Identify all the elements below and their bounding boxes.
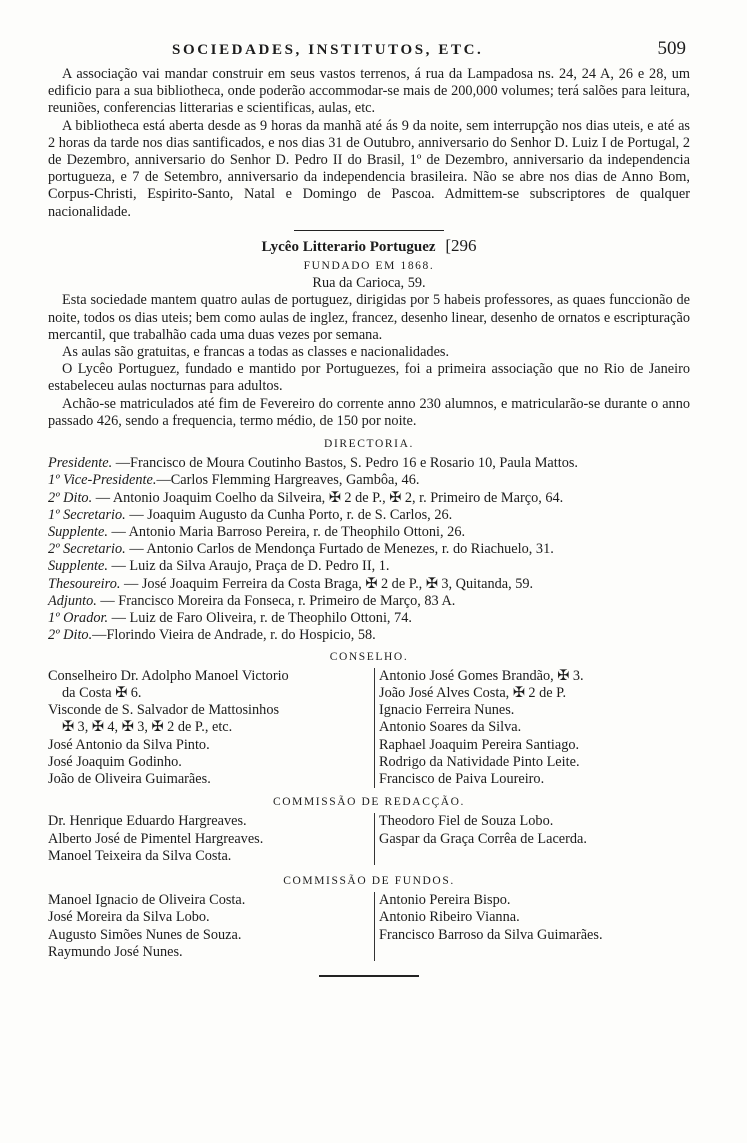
redaccao-left-column <box>48 813 374 865</box>
fundos-heading: COMMISSÃO DE FUNDOS. <box>283 874 455 887</box>
redaccao-right-column <box>374 813 690 865</box>
member-details: — Antonio Joaquim Coelho da Silveira, ✠ 2 de P., ✠ 2, r. Primeiro de Março, 64. <box>92 489 564 506</box>
list-item: Conselheiro Dr. Adolpho Manoel Victorio <box>48 667 289 684</box>
list-item: Rodrigo da Natividade Pinto Leite. <box>379 753 580 770</box>
list-item: José Antonio da Silva Pinto. <box>48 736 210 753</box>
member-details: —Francisco de Moura Coutinho Bastos, S. Pedro 16 e Rosario 10, Paula Mattos. <box>112 455 578 472</box>
founded-line: FUNDADO EM 1868. <box>303 260 435 273</box>
member-role: Thesoureiro. <box>48 575 121 592</box>
member-role: 1º Orador. <box>48 610 109 627</box>
directoria-member <box>48 558 690 575</box>
list-item: Francisco de Paiva Loureiro. <box>379 770 545 787</box>
redaccao-columns <box>48 813 690 865</box>
end-rule <box>319 975 419 977</box>
list-item: Raphael Joaquim Pereira Santiago. <box>379 736 580 753</box>
member-details: — José Joaquim Ferreira da Costa Braga, ✠ 2 de P., ✠ 3, Quitanda, 59. <box>120 575 534 592</box>
list-item: Manoel Ignacio de Oliveira Costa. <box>48 892 246 909</box>
member-role: Supplente. <box>48 524 108 541</box>
list-item: Dr. Henrique Eduardo Hargreaves. <box>48 813 247 830</box>
directoria-member <box>48 524 690 541</box>
list-item: Antonio Pereira Bispo. <box>379 892 511 909</box>
directoria-member <box>48 490 690 507</box>
list-item: Augusto Simões Nunes de Souza. <box>48 926 242 943</box>
conselho-right-column <box>374 668 690 788</box>
directoria-heading: DIRECTORIA. <box>324 438 414 451</box>
list-item: ✠ 3, ✠ 4, ✠ 3, ✠ 2 de P., etc. <box>62 719 233 736</box>
list-item: Alberto José de Pimentel Hargreaves. <box>48 830 264 847</box>
conselho-heading: CONSELHO. <box>329 650 409 663</box>
page-header <box>48 38 690 66</box>
directoria-member <box>48 576 690 593</box>
member-details: —Carlos Flemming Hargreaves, Gambôa, 46. <box>156 472 420 489</box>
member-role: 1º Vice-Presidente. <box>48 472 157 489</box>
section-name: Lycêo Litterario Portuguez <box>261 238 436 255</box>
list-item: Theodoro Fiel de Souza Lobo. <box>379 813 554 830</box>
directoria-list <box>48 455 690 644</box>
list-item: Francisco Barroso da Silva Guimarães. <box>379 926 603 943</box>
directoria-member <box>48 455 690 472</box>
member-role: 2º Dito. <box>48 489 93 506</box>
conselho-left-column <box>48 668 374 788</box>
running-title: SOCIEDADES, INSTITUTOS, ETC. <box>172 42 484 58</box>
list-item: José Moreira da Silva Lobo. <box>48 909 210 926</box>
document-page <box>48 38 690 977</box>
list-item: Raymundo José Nunes. <box>48 943 183 960</box>
address-line: Rua da Carioca, 59. <box>312 275 426 292</box>
member-role: Adjunto. <box>48 592 97 609</box>
member-role: 2º Secretario. <box>48 541 126 558</box>
list-item: Gaspar da Graça Corrêa de Lacerda. <box>379 830 587 847</box>
section-title <box>48 237 690 256</box>
section-divider <box>294 230 444 231</box>
intro-paragraph: A associação vai mandar construir em seus vastos terrenos, á rua da Lampadosa ns. 24, 24 A, 26 e 28, um edificio para a sua bibliotheca, onde poderão accommodar-se mais de 200,000 volumes; terá salões para leitura, reuniões, conferencias litterarias e scientificas, aulas, etc. <box>48 66 690 117</box>
list-item: Visconde de S. Salvador de Mattosinhos <box>48 702 280 719</box>
fundos-columns <box>48 892 690 961</box>
page-number: 509 <box>657 38 686 59</box>
list-item: José Joaquim Godinho. <box>48 753 182 770</box>
conselho-columns <box>48 668 690 788</box>
section-paragraph: Achão-se matriculados até fim de Fevereiro do corrente anno 230 alumnos, e matricularão-se durante o anno passado 426, sendo a frequencia, termo médio, de 150 por noite. <box>48 395 690 429</box>
list-item: Ignacio Ferreira Nunes. <box>379 702 515 719</box>
section-paragraph: As aulas são gratuitas, e francas a todas as classes e nacionalidades. <box>62 344 450 361</box>
list-item: Antonio Soares da Silva. <box>379 719 522 736</box>
member-role: 1º Secretario. <box>48 506 126 523</box>
directoria-member <box>48 507 690 524</box>
directoria-member <box>48 627 690 644</box>
redaccao-heading: COMMISSÃO DE REDACÇÃO. <box>272 796 466 809</box>
member-details: — Antonio Carlos de Mendonça Furtado de Menezes, r. do Riachuelo, 31. <box>125 541 554 558</box>
directoria-member <box>48 541 690 558</box>
list-item: Manoel Teixeira da Silva Costa. <box>48 847 232 864</box>
list-item: Antonio José Gomes Brandão, ✠ 3. <box>379 667 584 684</box>
member-details: — Luiz da Silva Araujo, Praça de D. Pedro II, 1. <box>107 558 390 575</box>
member-role: Presidente. <box>48 455 113 472</box>
fundos-left-column <box>48 892 374 961</box>
list-item: da Costa ✠ 6. <box>62 684 142 701</box>
section-paragraph: Esta sociedade mantem quatro aulas de portuguez, dirigidas por 5 habeis professores, as quaes funccionão de noite, todos os dias uteis; bem como aulas de inglez, francez, desenho linear, desenho de ornatos e escripturação mercantil, que trabalhão cada uma duas vezes por semana. <box>48 292 690 343</box>
member-details: — Antonio Maria Barroso Pereira, r. de Theophilo Ottoni, 26. <box>107 524 466 541</box>
member-role: Supplente. <box>48 558 108 575</box>
section-number: [296 <box>445 235 477 255</box>
member-details: —Florindo Vieira de Andrade, r. do Hospicio, 58. <box>92 627 376 644</box>
member-details: — Luiz de Faro Oliveira, r. de Theophilo Ottoni, 74. <box>108 610 412 627</box>
fundos-right-column <box>374 892 690 961</box>
member-details: — Francisco Moreira da Fonseca, r. Primeiro de Março, 83 A. <box>96 592 456 609</box>
intro-paragraph: A bibliotheca está aberta desde as 9 horas da manhã até ás 9 da noite, sem interrupção nos dias uteis, e até as 2 horas da tarde nos dias santificados, e nos dias 31 de Outubro, anniversario do Senhor D. Luiz I de Portugal, 2 de Dezembro, anniversario do Senhor D. Pedro II do Brasil, 1º de Dezembro, anniversario da independencia portugueza, e 7 de Setembro, anniversario da independencia brasileira. Não se abre nos dias de Anno Bom, Corpus-Christi, Espirito-Santo, Natal e Domingo de Pascoa. Admittem-se subscriptores de qualquer nacionalidade. <box>48 117 690 220</box>
directoria-member <box>48 593 690 610</box>
list-item: Antonio Ribeiro Vianna. <box>379 909 520 926</box>
list-item: João de Oliveira Guimarães. <box>48 770 211 787</box>
member-role: 2º Dito. <box>48 627 93 644</box>
section-paragraph: O Lycêo Portuguez, fundado e mantido por Portuguezes, foi a primeira associação que no Rio de Janeiro estabeleceu aulas nocturnas para adultos. <box>48 361 690 395</box>
directoria-member <box>48 610 690 627</box>
member-details: — Joaquim Augusto da Cunha Porto, r. de S. Carlos, 26. <box>125 506 453 523</box>
list-item: João José Alves Costa, ✠ 2 de P. <box>379 684 567 701</box>
directoria-member <box>48 472 690 489</box>
